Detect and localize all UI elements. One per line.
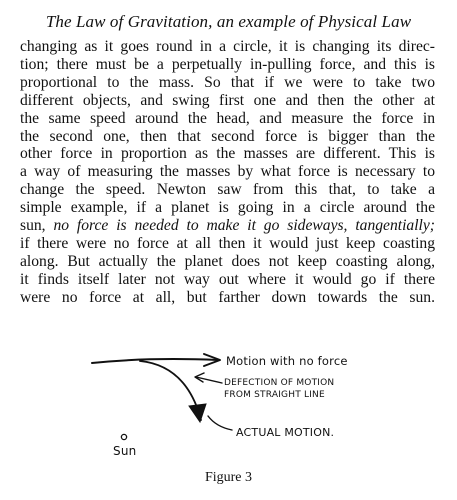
- label-deflection-line1: DEFECTION OF MOTION: [224, 378, 335, 388]
- italic-phrase: no force is needed to make it go sideways, tangentially;: [53, 217, 435, 235]
- text-line: simple example, if a planet is going in a circle around the: [20, 199, 435, 217]
- text-line: different objects, and swing first one and then the other at: [20, 91, 435, 109]
- label-motion-no-force: Motion with no force: [226, 354, 348, 368]
- label-actual-motion: ACTUAL MOTION.: [236, 426, 335, 439]
- text-line: other force in proportion as the masses are different. This is: [20, 145, 435, 163]
- text-line: along. But actually the planet does not keep coasting along,: [20, 252, 435, 270]
- actual-motion-pointer: [208, 416, 232, 430]
- tangent-line: [92, 359, 218, 363]
- actual-path-curve: [140, 361, 201, 420]
- text-line: were no force at all, but farther down towards the sun.: [20, 288, 435, 306]
- label-deflection-line2: FROM STRAIGHT LINE: [224, 390, 325, 400]
- text-line: changing as it goes round in a circle, it is changing its direc-: [20, 38, 435, 55]
- text-line: [20, 217, 435, 235]
- text-line: it finds itself later not way out where it would go if there: [20, 270, 435, 288]
- text-line: tion; there must be a perpetually in-pulling force, and this is: [20, 55, 435, 73]
- text-line: the same speed around the head, and measure the force in: [20, 109, 435, 127]
- text-line: the second one, then that second force is bigger than the: [20, 127, 435, 145]
- running-header: The Law of Gravitation, an example of Physical Law: [45, 12, 412, 31]
- text-line: a way of measuring the masses by what force is necessary to: [20, 163, 435, 181]
- text-line: if there were no force at all then it would just keep coasting: [20, 234, 435, 252]
- text-line: proportional to the mass. So that if we were to take two: [20, 73, 435, 91]
- text-line: change the speed. Newton saw from this that, to take a: [20, 181, 435, 199]
- actual-path-arrowhead: [189, 404, 206, 422]
- figure-caption: Figure 3: [204, 470, 253, 485]
- sun-marker: [121, 434, 126, 439]
- figure-3: [0, 340, 457, 470]
- label-sun: Sun: [113, 444, 137, 458]
- body-paragraph: [20, 38, 435, 307]
- text-segment: sun,: [20, 217, 54, 235]
